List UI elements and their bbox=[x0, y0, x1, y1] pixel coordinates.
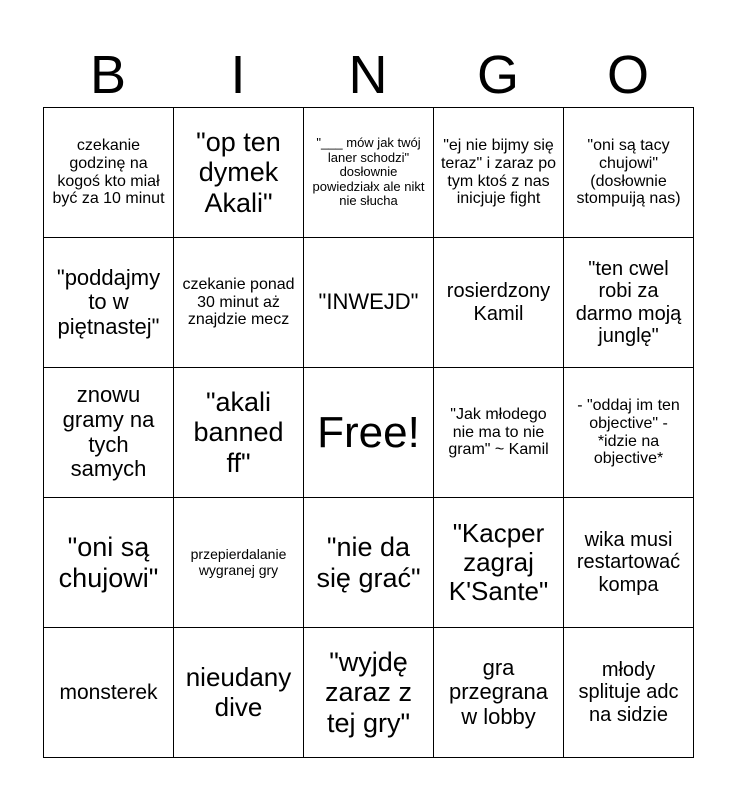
bingo-cell[interactable]: "___ mów jak twój laner schodzi" dosłownie powiedziałx ale nikt nie słucha bbox=[304, 108, 434, 238]
bingo-cell[interactable]: przepierdalanie wygranej gry bbox=[174, 498, 304, 628]
bingo-cell[interactable]: wika musi restartować kompa bbox=[564, 498, 694, 628]
header-letter-g: G bbox=[476, 45, 519, 105]
bingo-cell[interactable]: gra przegrana w lobby bbox=[434, 628, 564, 758]
bingo-cell[interactable]: czekanie godzinę na kogoś kto miał być za 10 minut bbox=[44, 108, 174, 238]
board-row bbox=[44, 498, 694, 628]
board-row bbox=[44, 368, 694, 498]
bingo-board bbox=[43, 107, 694, 758]
header-letter-i: I bbox=[230, 45, 246, 105]
bingo-cell[interactable]: rosierdzony Kamil bbox=[434, 238, 564, 368]
bingo-header bbox=[43, 44, 693, 106]
bingo-cell[interactable]: "wyjdę zaraz z tej gry" bbox=[304, 628, 434, 758]
bingo-cell[interactable]: monsterek bbox=[44, 628, 174, 758]
bingo-cell[interactable]: "INWEJD" bbox=[304, 238, 434, 368]
bingo-cell[interactable]: "Jak młodego nie ma to nie gram" ~ Kamil bbox=[434, 368, 564, 498]
header-letter-o: O bbox=[606, 45, 649, 105]
bingo-cell[interactable]: znowu gramy na tych samych bbox=[44, 368, 174, 498]
board-row bbox=[44, 238, 694, 368]
bingo-cell[interactable]: "nie da się grać" bbox=[304, 498, 434, 628]
bingo-cell[interactable]: czekanie ponad 30 minut aż znajdzie mecz bbox=[174, 238, 304, 368]
bingo-cell[interactable]: - "oddaj im ten objective" -*idzie na objective* bbox=[564, 368, 694, 498]
free-space-cell[interactable]: Free! bbox=[304, 368, 434, 498]
bingo-cell[interactable]: "ten cwel robi za darmo moją junglę" bbox=[564, 238, 694, 368]
bingo-cell[interactable]: "Kacper zagraj K'Sante" bbox=[434, 498, 564, 628]
bingo-cell[interactable]: "ej nie bijmy się teraz" i zaraz po tym ktoś z nas inicjuje fight bbox=[434, 108, 564, 238]
bingo-cell[interactable]: "poddajmy to w piętnastej" bbox=[44, 238, 174, 368]
bingo-cell[interactable]: "oni są chujowi" bbox=[44, 498, 174, 628]
bingo-cell[interactable]: "akali banned ff" bbox=[174, 368, 304, 498]
bingo-cell[interactable]: młody splituje adc na sidzie bbox=[564, 628, 694, 758]
bingo-cell[interactable]: nieudany dive bbox=[174, 628, 304, 758]
bingo-cell[interactable]: "oni są tacy chujowi" (dosłownie stompuiją nas) bbox=[564, 108, 694, 238]
bingo-cell[interactable]: "op ten dymek Akali" bbox=[174, 108, 304, 238]
board-row bbox=[44, 628, 694, 758]
header-letter-n: N bbox=[348, 45, 388, 105]
header-letter-b: B bbox=[89, 45, 127, 105]
board-row bbox=[44, 108, 694, 238]
